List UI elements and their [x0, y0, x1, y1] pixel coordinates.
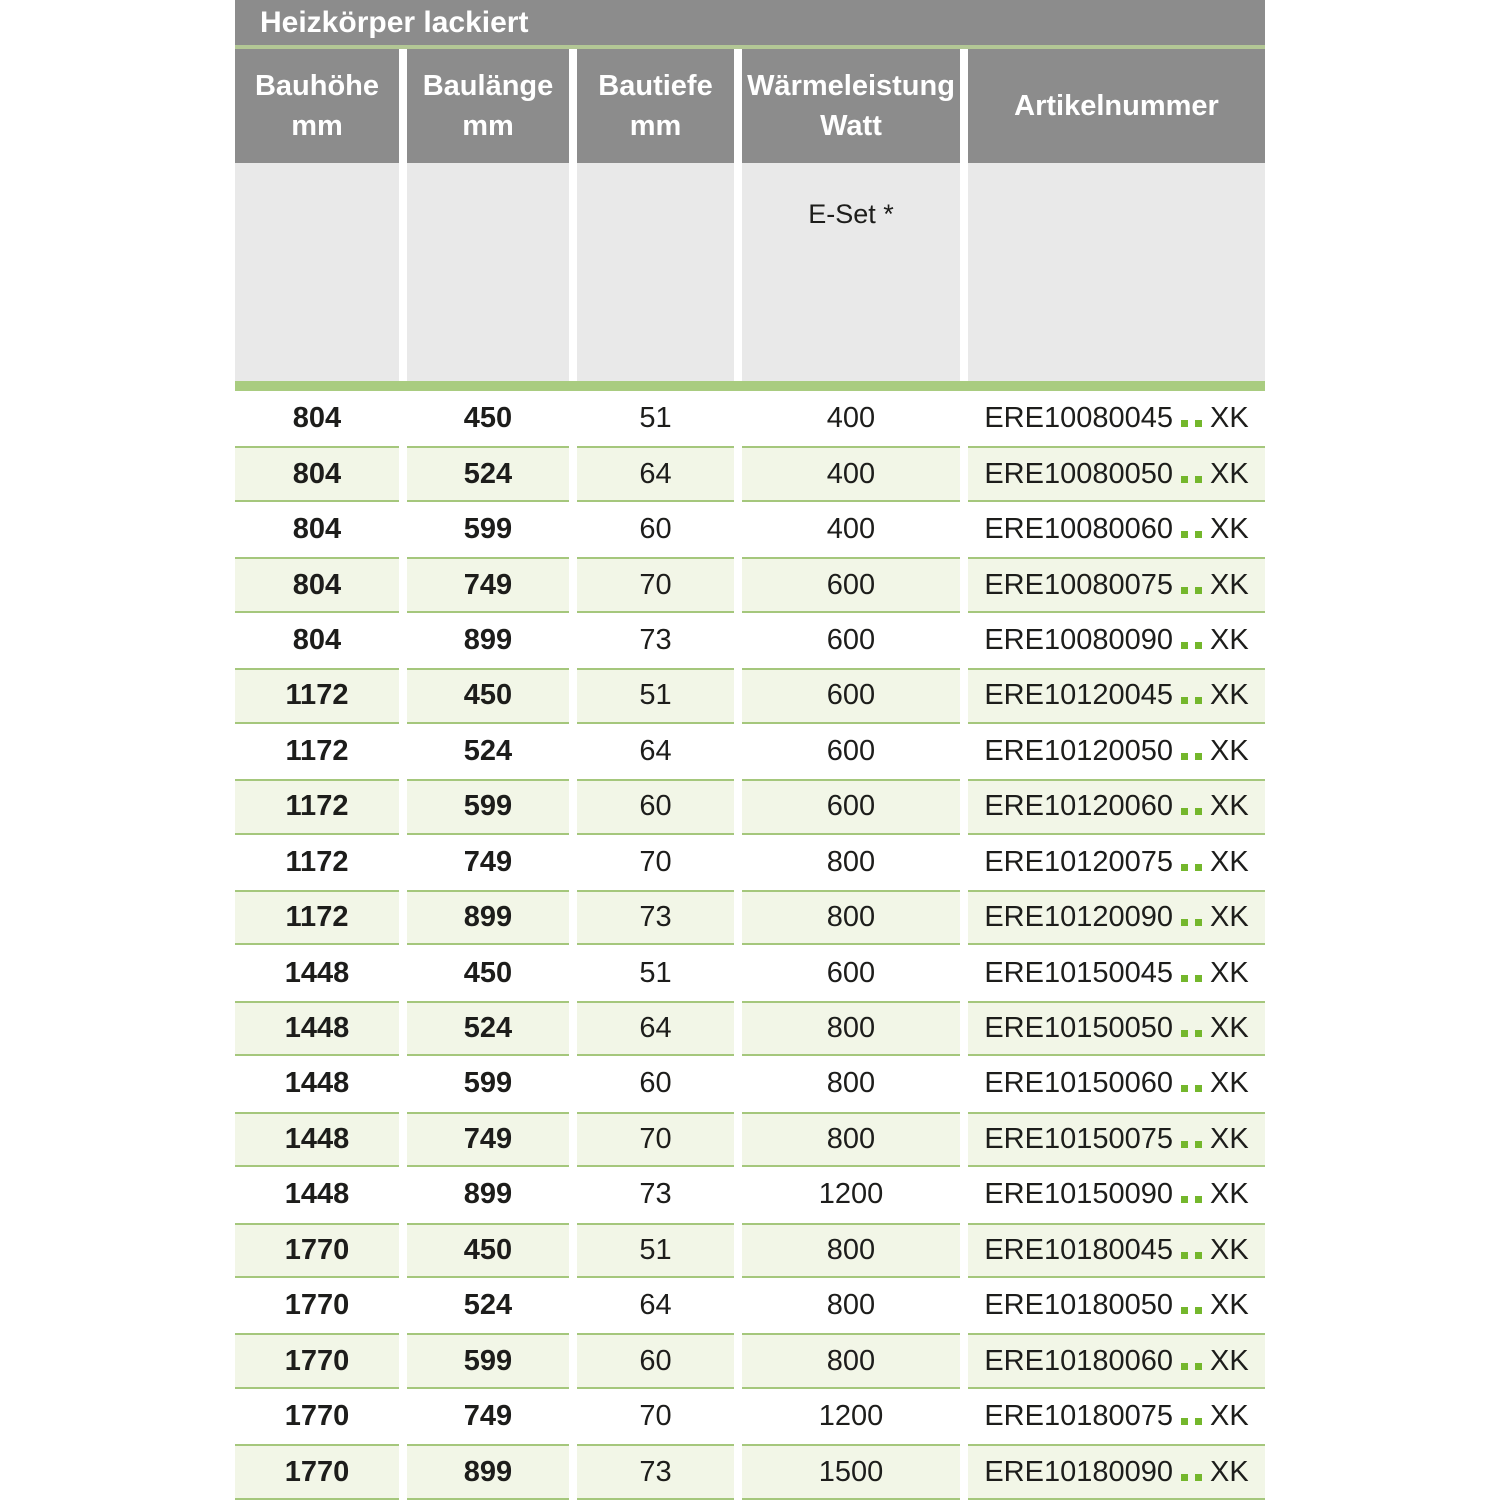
- table-row: [235, 945, 1265, 1000]
- subheader-cell-bauhoehe: [235, 163, 399, 381]
- column-header-label: Bauhöhe: [254, 70, 380, 102]
- table-row: [235, 1112, 1265, 1167]
- artikelnummer-suffix: XK: [1209, 513, 1249, 546]
- bauhoehe-cell: 1770: [235, 1223, 399, 1278]
- bautiefe-cell: 73: [577, 1444, 734, 1499]
- color-placeholder-dots-icon: [1181, 1289, 1202, 1322]
- artikelnummer-suffix: XK: [1209, 1122, 1249, 1155]
- column-header-label: Artikelnummer: [1014, 90, 1219, 122]
- bauhoehe-cell: 1172: [235, 890, 399, 945]
- artikelnummer-prefix: ERE10150050: [984, 1012, 1173, 1045]
- baulaenge-cell: 599: [407, 1333, 569, 1388]
- watt-cell: 800: [742, 1112, 960, 1167]
- artikelnummer-cell: [968, 557, 1265, 612]
- table-row: [235, 502, 1265, 557]
- table-title-bar: [235, 0, 1265, 45]
- color-placeholder-dots-icon: [1181, 1234, 1202, 1267]
- artikelnummer-suffix: XK: [1209, 901, 1249, 934]
- watt-cell: 600: [742, 668, 960, 723]
- bauhoehe-cell: 804: [235, 557, 399, 612]
- artikelnummer-suffix: XK: [1209, 1178, 1249, 1211]
- artikelnummer-cell: [968, 890, 1265, 945]
- watt-cell: 600: [826, 623, 876, 656]
- artikelnummer-suffix: XK: [1209, 623, 1249, 656]
- artikelnummer-prefix: ERE10180075: [984, 1400, 1173, 1433]
- artikelnummer-prefix: ERE10150060: [984, 1067, 1173, 1100]
- color-placeholder-dots-icon: [1181, 901, 1202, 934]
- artikelnummer-prefix: ERE10180045: [984, 1233, 1173, 1266]
- artikelnummer-prefix: ERE10150075: [984, 1122, 1173, 1155]
- artikelnummer-suffix: XK: [1209, 1455, 1249, 1488]
- watt-cell: 800: [826, 845, 876, 878]
- artikelnummer-prefix: ERE10120075: [984, 845, 1173, 878]
- subheader-cell-artikelnummer: [968, 163, 1265, 381]
- baulaenge-cell: 749: [407, 557, 569, 612]
- baulaenge-cell: 524: [463, 734, 513, 767]
- artikelnummer-prefix: ERE10180060: [984, 1344, 1173, 1377]
- watt-cell: 800: [742, 1223, 960, 1278]
- artikelnummer-prefix: ERE10080090: [984, 623, 1173, 656]
- artikelnummer-prefix: ERE10150045: [984, 956, 1173, 989]
- artikelnummer-prefix: ERE10180050: [984, 1289, 1173, 1322]
- column-header-unit: mm: [629, 110, 682, 142]
- artikelnummer-prefix: ERE10080060: [984, 513, 1173, 546]
- artikelnummer-prefix: ERE10180090: [984, 1455, 1173, 1488]
- column-header-label: Baulänge: [422, 70, 554, 102]
- color-placeholder-dots-icon: [1181, 1178, 1202, 1211]
- watt-cell: 1500: [742, 1444, 960, 1499]
- artikelnummer-suffix: XK: [1209, 457, 1249, 490]
- artikelnummer-cell: [968, 724, 1265, 779]
- column-header-unit: Watt: [820, 110, 882, 142]
- artikelnummer-cell: [968, 1056, 1265, 1111]
- artikelnummer-suffix: XK: [1209, 1344, 1249, 1377]
- artikelnummer-cell: [968, 1333, 1265, 1388]
- baulaenge-cell: 599: [463, 513, 513, 546]
- artikelnummer-suffix: XK: [1209, 734, 1249, 767]
- artikelnummer-cell: [968, 1001, 1265, 1056]
- baulaenge-cell: 899: [463, 1178, 513, 1211]
- watt-cell: 400: [742, 446, 960, 501]
- color-placeholder-dots-icon: [1181, 513, 1202, 546]
- artikelnummer-cell: [968, 502, 1265, 557]
- watt-cell: 800: [742, 1001, 960, 1056]
- artikelnummer-cell: [968, 1278, 1265, 1333]
- table-row: [235, 446, 1265, 501]
- baulaenge-cell: 450: [463, 956, 513, 989]
- baulaenge-cell: 450: [463, 402, 513, 435]
- bauhoehe-cell: 1770: [284, 1400, 350, 1433]
- table-row: [235, 1389, 1265, 1444]
- watt-cell: 800: [826, 1289, 876, 1322]
- bautiefe-cell: 60: [577, 779, 734, 834]
- color-placeholder-dots-icon: [1181, 1012, 1202, 1045]
- color-placeholder-dots-icon: [1181, 1456, 1202, 1489]
- table-row: [235, 1223, 1265, 1278]
- color-placeholder-dots-icon: [1181, 1345, 1202, 1378]
- color-placeholder-dots-icon: [1181, 1067, 1202, 1100]
- table-subheader-row: [235, 163, 1265, 381]
- artikelnummer-cell: [968, 1389, 1265, 1444]
- artikelnummer-cell: [968, 391, 1265, 446]
- bauhoehe-cell: 1448: [235, 1112, 399, 1167]
- bauhoehe-cell: 1172: [235, 779, 399, 834]
- bautiefe-cell: 51: [639, 402, 672, 435]
- subheader-cell-baulaenge: [407, 163, 569, 381]
- artikelnummer-prefix: ERE10080045: [984, 402, 1173, 435]
- color-placeholder-dots-icon: [1181, 624, 1202, 657]
- bauhoehe-cell: 804: [292, 623, 342, 656]
- table-row: [235, 1056, 1265, 1111]
- column-header-label: Bautiefe: [598, 70, 713, 102]
- bautiefe-cell: 60: [639, 513, 672, 546]
- bautiefe-cell: 51: [577, 668, 734, 723]
- column-header-unit: mm: [462, 110, 514, 142]
- watt-cell: 400: [826, 513, 876, 546]
- table-row: [235, 890, 1265, 945]
- baulaenge-cell: 524: [463, 1289, 513, 1322]
- artikelnummer-prefix: ERE10120050: [984, 734, 1173, 767]
- bautiefe-cell: 60: [639, 1067, 672, 1100]
- artikelnummer-cell: [968, 613, 1265, 668]
- color-placeholder-dots-icon: [1181, 402, 1202, 435]
- artikelnummer-cell: [968, 668, 1265, 723]
- baulaenge-cell: 450: [407, 1223, 569, 1278]
- watt-cell: 600: [826, 956, 876, 989]
- color-placeholder-dots-icon: [1181, 458, 1202, 491]
- baulaenge-cell: 450: [407, 668, 569, 723]
- bauhoehe-cell: 1770: [235, 1333, 399, 1388]
- bautiefe-cell: 70: [639, 845, 672, 878]
- eset-label: E-Set *: [808, 199, 894, 229]
- column-header-bauhoehe: [235, 49, 399, 163]
- artikelnummer-suffix: XK: [1209, 679, 1249, 712]
- artikelnummer-prefix: ERE10120090: [984, 901, 1173, 934]
- table-row: [235, 1167, 1265, 1222]
- bautiefe-cell: 64: [577, 446, 734, 501]
- artikelnummer-suffix: XK: [1209, 568, 1249, 601]
- artikelnummer-suffix: XK: [1209, 845, 1249, 878]
- artikelnummer-cell: [968, 1223, 1265, 1278]
- bautiefe-cell: 73: [639, 623, 672, 656]
- artikelnummer-prefix: ERE10120045: [984, 679, 1173, 712]
- watt-cell: 600: [742, 557, 960, 612]
- column-header-artikelnummer: [968, 49, 1265, 163]
- bauhoehe-cell: 1448: [284, 956, 350, 989]
- artikelnummer-prefix: ERE10080075: [984, 568, 1173, 601]
- radiator-spec-sheet: [235, 0, 1265, 1500]
- watt-cell: 1200: [818, 1400, 884, 1433]
- watt-cell: 1200: [818, 1178, 884, 1211]
- bauhoehe-cell: 804: [292, 513, 342, 546]
- artikelnummer-cell: [968, 1444, 1265, 1499]
- bauhoehe-cell: 1448: [284, 1067, 350, 1100]
- bautiefe-cell: 64: [639, 734, 672, 767]
- bauhoehe-cell: 1770: [284, 1289, 350, 1322]
- bautiefe-cell: 70: [577, 1112, 734, 1167]
- artikelnummer-suffix: XK: [1209, 956, 1249, 989]
- baulaenge-cell: 899: [463, 623, 513, 656]
- column-header-unit: mm: [291, 110, 343, 142]
- table-row: [235, 557, 1265, 612]
- bauhoehe-cell: 1448: [284, 1178, 350, 1211]
- bauhoehe-cell: 1172: [285, 734, 349, 767]
- bautiefe-cell: 51: [639, 956, 672, 989]
- column-header-waermeleistung: [742, 49, 960, 163]
- bauhoehe-cell: 804: [235, 446, 399, 501]
- color-placeholder-dots-icon: [1181, 1123, 1202, 1156]
- artikelnummer-cell: [968, 945, 1265, 1000]
- artikelnummer-prefix: ERE10120060: [984, 790, 1173, 823]
- artikelnummer-suffix: XK: [1209, 790, 1249, 823]
- column-header-label: Wärmeleistung: [747, 70, 955, 102]
- table-row: [235, 724, 1265, 779]
- baulaenge-cell: 599: [463, 1067, 513, 1100]
- bautiefe-cell: 70: [577, 557, 734, 612]
- bautiefe-cell: 73: [639, 1178, 672, 1211]
- color-placeholder-dots-icon: [1181, 1400, 1202, 1433]
- table-row: [235, 779, 1265, 834]
- column-header-bautiefe: [577, 49, 734, 163]
- watt-cell: 400: [826, 402, 876, 435]
- baulaenge-cell: 899: [407, 1444, 569, 1499]
- table-row: [235, 1444, 1265, 1499]
- artikelnummer-suffix: XK: [1209, 1012, 1249, 1045]
- table-title: Heizkörper lackiert: [260, 6, 529, 39]
- column-header-baulaenge: [407, 49, 569, 163]
- subheader-cell-bautiefe: [577, 163, 734, 381]
- bautiefe-cell: 51: [577, 1223, 734, 1278]
- subheader-divider-band: [235, 381, 1265, 391]
- table-row: [235, 835, 1265, 890]
- color-placeholder-dots-icon: [1181, 957, 1202, 990]
- bauhoehe-cell: 1448: [235, 1001, 399, 1056]
- eset-label-cell: [742, 163, 960, 381]
- bauhoehe-cell: 804: [292, 402, 342, 435]
- color-placeholder-dots-icon: [1181, 790, 1202, 823]
- color-placeholder-dots-icon: [1181, 679, 1202, 712]
- table-header-row: [235, 49, 1265, 163]
- artikelnummer-cell: [968, 1167, 1265, 1222]
- table-row: [235, 1278, 1265, 1333]
- baulaenge-cell: 524: [407, 446, 569, 501]
- bautiefe-cell: 60: [577, 1333, 734, 1388]
- watt-cell: 600: [826, 734, 876, 767]
- artikelnummer-prefix: ERE10080050: [984, 457, 1173, 490]
- color-placeholder-dots-icon: [1181, 735, 1202, 768]
- watt-cell: 800: [742, 1333, 960, 1388]
- color-placeholder-dots-icon: [1181, 569, 1202, 602]
- artikelnummer-suffix: XK: [1209, 1067, 1249, 1100]
- artikelnummer-suffix: XK: [1209, 1233, 1249, 1266]
- baulaenge-cell: 749: [463, 1400, 513, 1433]
- artikelnummer-prefix: ERE10150090: [984, 1178, 1173, 1211]
- table-row: [235, 668, 1265, 723]
- table-row: [235, 1333, 1265, 1388]
- bautiefe-cell: 70: [639, 1400, 672, 1433]
- baulaenge-cell: 749: [407, 1112, 569, 1167]
- table-row: [235, 391, 1265, 446]
- bautiefe-cell: 64: [639, 1289, 672, 1322]
- artikelnummer-suffix: XK: [1209, 1289, 1249, 1322]
- bauhoehe-cell: 1172: [235, 668, 399, 723]
- table-row: [235, 613, 1265, 668]
- artikelnummer-cell: [968, 779, 1265, 834]
- artikelnummer-cell: [968, 1112, 1265, 1167]
- bauhoehe-cell: 1770: [235, 1444, 399, 1499]
- baulaenge-cell: 599: [407, 779, 569, 834]
- color-placeholder-dots-icon: [1181, 846, 1202, 879]
- baulaenge-cell: 524: [407, 1001, 569, 1056]
- baulaenge-cell: 749: [463, 845, 513, 878]
- watt-cell: 600: [742, 779, 960, 834]
- watt-cell: 800: [742, 890, 960, 945]
- bautiefe-cell: 64: [577, 1001, 734, 1056]
- bautiefe-cell: 73: [577, 890, 734, 945]
- baulaenge-cell: 899: [407, 890, 569, 945]
- artikelnummer-suffix: XK: [1209, 402, 1249, 435]
- artikelnummer-cell: [968, 835, 1265, 890]
- watt-cell: 800: [826, 1067, 876, 1100]
- table-body: [235, 391, 1265, 1500]
- bauhoehe-cell: 1172: [285, 845, 349, 878]
- artikelnummer-cell: [968, 446, 1265, 501]
- artikelnummer-suffix: XK: [1209, 1400, 1249, 1433]
- table-row: [235, 1001, 1265, 1056]
